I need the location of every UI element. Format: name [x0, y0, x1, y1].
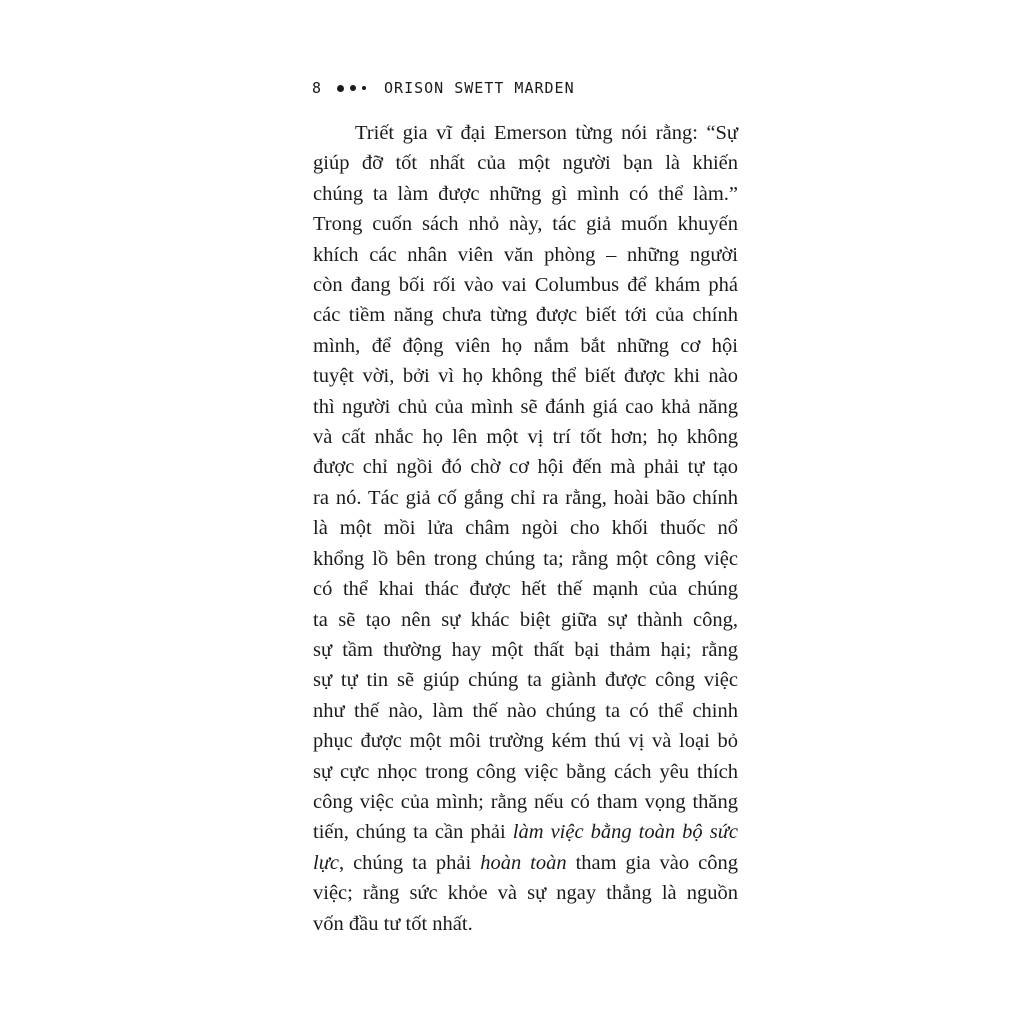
- running-header: [312, 76, 575, 100]
- text-line: [313, 726, 738, 756]
- ornament-dot: [337, 85, 344, 92]
- text-segment: như thế nào, làm thế nào chúng ta có thể chinh: [313, 699, 738, 722]
- text-line: [313, 179, 738, 209]
- text-segment: công việc của mình; rằng nếu có tham vọng thăng: [313, 790, 738, 813]
- text-line: [313, 513, 738, 543]
- text-line: [313, 757, 738, 787]
- text-segment: thì người chủ của mình sẽ đánh giá cao khả năng: [313, 395, 738, 418]
- text-segment: và cất nhắc họ lên một vị trí tốt hơn; họ không: [313, 426, 738, 449]
- text-line: [313, 787, 738, 817]
- text-segment: ta sẽ tạo nên sự khác biệt giữa sự thành công,: [313, 608, 738, 631]
- text-line: [313, 696, 738, 726]
- header-dots-ornament: [337, 85, 372, 92]
- text-segment: được chỉ ngồi đó chờ cơ hội đến mà phải tự tạo: [313, 456, 738, 479]
- text-line: [313, 544, 738, 574]
- text-line: [313, 574, 738, 604]
- text-segment: tham gia vào công: [566, 851, 738, 874]
- text-segment: Triết gia vĩ đại Emerson từng nói rằng: “Sự: [355, 122, 738, 144]
- text-line: [313, 848, 738, 878]
- italic-text: làm việc bằng toàn bộ sức: [512, 821, 738, 844]
- text-line: [313, 331, 738, 361]
- text-line: [313, 209, 738, 239]
- page-number: 8: [312, 79, 322, 97]
- text-segment: phục được một môi trường kém thú vị và loại bỏ: [313, 730, 738, 753]
- text-line: [313, 392, 738, 422]
- text-line: [313, 817, 738, 847]
- text-line: [313, 635, 738, 665]
- ornament-dot: [350, 85, 356, 91]
- text-segment: khích các nhân viên văn phòng – những người: [313, 243, 738, 266]
- text-segment: vốn đầu tư tốt nhất.: [313, 912, 473, 935]
- text-line: [313, 270, 738, 300]
- text-line: [313, 148, 738, 178]
- text-line: [313, 909, 738, 939]
- text-segment: là một mồi lửa châm ngòi cho khối thuốc nổ: [313, 517, 738, 540]
- text-segment: sự tự tin sẽ giúp chúng ta giành được công việc: [313, 669, 738, 692]
- text-segment: khổng lồ bên trong chúng ta; rằng một công việc: [313, 547, 738, 570]
- text-segment: các tiềm năng chưa từng được biết tới của chính: [313, 304, 738, 327]
- text-line: [313, 665, 738, 695]
- italic-text: hoàn toàn: [480, 851, 567, 874]
- text-line: [313, 300, 738, 330]
- text-segment: , chúng ta phải: [338, 851, 481, 874]
- text-segment: mình, để động viên họ nắm bắt những cơ hội: [313, 334, 738, 357]
- text-segment: ra nó. Tác giả cố gắng chỉ ra rằng, hoài bão chính: [313, 486, 738, 509]
- italic-text: lực: [313, 851, 339, 874]
- text-segment: Trong cuốn sách nhỏ này, tác giả muốn khuyến: [313, 213, 738, 236]
- text-line: [313, 118, 738, 148]
- ornament-dot: [362, 86, 366, 90]
- author-name: ORISON SWETT MARDEN: [384, 79, 575, 97]
- text-segment: sự tầm thường hay một thất bại thảm hại; rằng: [313, 638, 738, 661]
- text-segment: chúng ta làm được những gì mình có thể làm.”: [313, 182, 738, 205]
- text-segment: tuyệt vời, bởi vì họ không thể biết được khi nào: [313, 365, 738, 388]
- text-line: [313, 605, 738, 635]
- text-segment: giúp đỡ tốt nhất của một người bạn là khiến: [313, 152, 738, 175]
- text-segment: có thể khai thác được hết thế mạnh của chúng: [313, 578, 738, 601]
- text-segment: còn đang bối rối vào vai Columbus để khám phá: [313, 274, 738, 297]
- text-line: [313, 361, 738, 391]
- text-segment: sự cực nhọc trong công việc bằng cách yêu thích: [313, 760, 738, 783]
- body-paragraph: [313, 118, 738, 939]
- text-line: [313, 422, 738, 452]
- text-segment: việc; rằng sức khỏe và sự ngay thẳng là nguồn: [313, 882, 738, 905]
- text-segment: tiến, chúng ta cần phải: [313, 821, 513, 844]
- text-line: [313, 878, 738, 908]
- text-line: [313, 240, 738, 270]
- text-line: [313, 452, 738, 482]
- text-line: [313, 483, 738, 513]
